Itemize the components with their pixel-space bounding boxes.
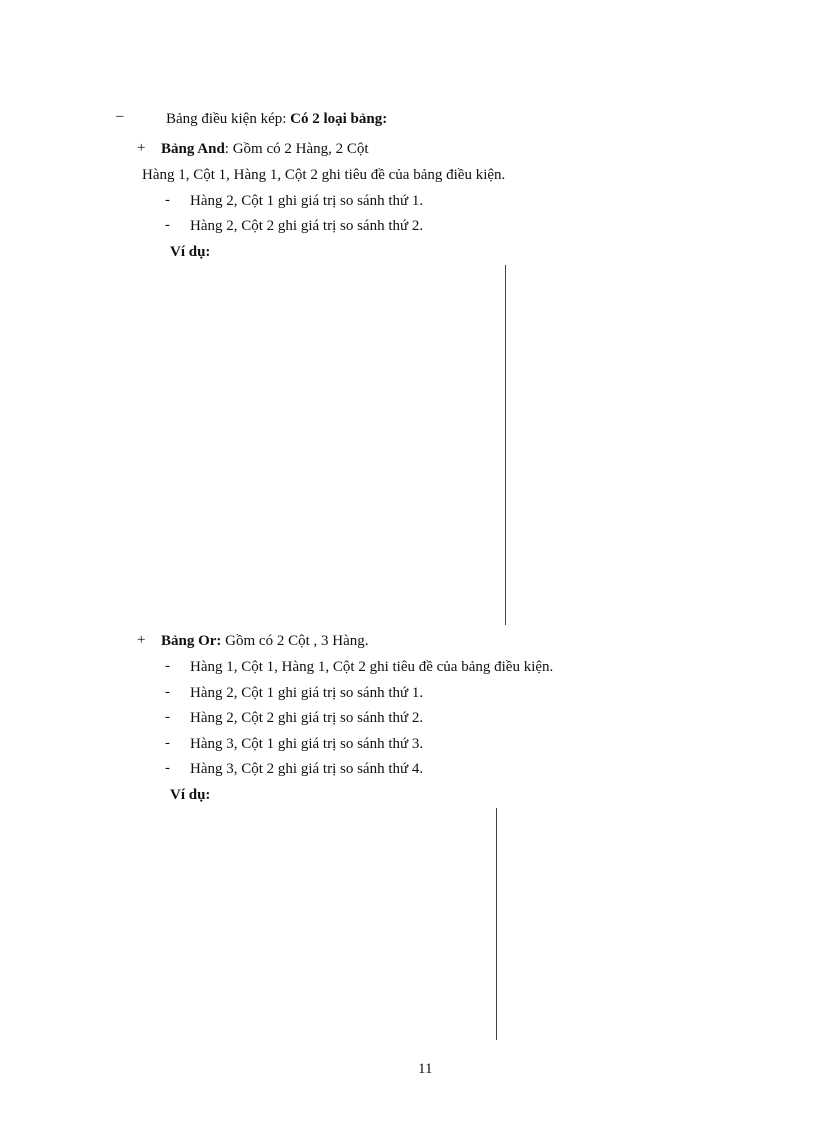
or-plus-marker: + — [137, 632, 146, 648]
or-item-3: Hàng 2, Cột 2 ghi giá trị so sánh thứ 2. — [190, 710, 424, 726]
or-item-marker: - — [165, 658, 170, 674]
and-plus-marker: + — [137, 140, 146, 156]
page-number: 11 — [418, 1061, 433, 1077]
or-item-marker: - — [165, 735, 170, 751]
or-item-1: Hàng 1, Cột 1, Hàng 1, Cột 2 ghi tiêu đề của bảng điều kiện. — [190, 659, 554, 675]
and-example-label: Ví dụ: — [170, 244, 211, 260]
or-item-4: Hàng 3, Cột 1 ghi giá trị so sánh thứ 3. — [190, 736, 424, 752]
or-item-marker: - — [165, 684, 170, 700]
or-item-marker: - — [165, 709, 170, 725]
or-desc: Gồm có 2 Cột , 3 Hàng. — [221, 633, 369, 649]
or-item-2: Hàng 2, Cột 1 ghi giá trị so sánh thứ 1. — [190, 685, 424, 701]
and-heading — [161, 140, 369, 158]
and-example-vertical-rule — [505, 265, 506, 625]
or-example-vertical-rule — [496, 808, 497, 1040]
intro-dash-marker: – — [116, 108, 124, 124]
and-item-marker: - — [165, 217, 170, 233]
and-header-line: Hàng 1, Cột 1, Hàng 1, Cột 2 ghi tiêu đề của bảng điều kiện. — [142, 167, 506, 183]
or-title: Bảng Or: — [161, 633, 222, 649]
intro-text: Bảng điều kiện kép: — [166, 111, 291, 127]
intro-bold: Có 2 loại bảng: — [290, 111, 388, 127]
and-item-marker: - — [165, 192, 170, 208]
or-item-marker: - — [165, 760, 170, 776]
and-title: Bảng And — [161, 141, 225, 157]
and-item-1: Hàng 2, Cột 1 ghi giá trị so sánh thứ 1. — [190, 193, 424, 209]
and-item-2: Hàng 2, Cột 2 ghi giá trị so sánh thứ 2. — [190, 218, 424, 234]
or-heading — [161, 632, 369, 650]
or-item-5: Hàng 3, Cột 2 ghi giá trị so sánh thứ 4. — [190, 761, 424, 777]
intro-line — [166, 110, 387, 128]
and-desc: : Gồm có 2 Hàng, 2 Cột — [224, 141, 369, 157]
or-example-label: Ví dụ: — [170, 787, 211, 803]
